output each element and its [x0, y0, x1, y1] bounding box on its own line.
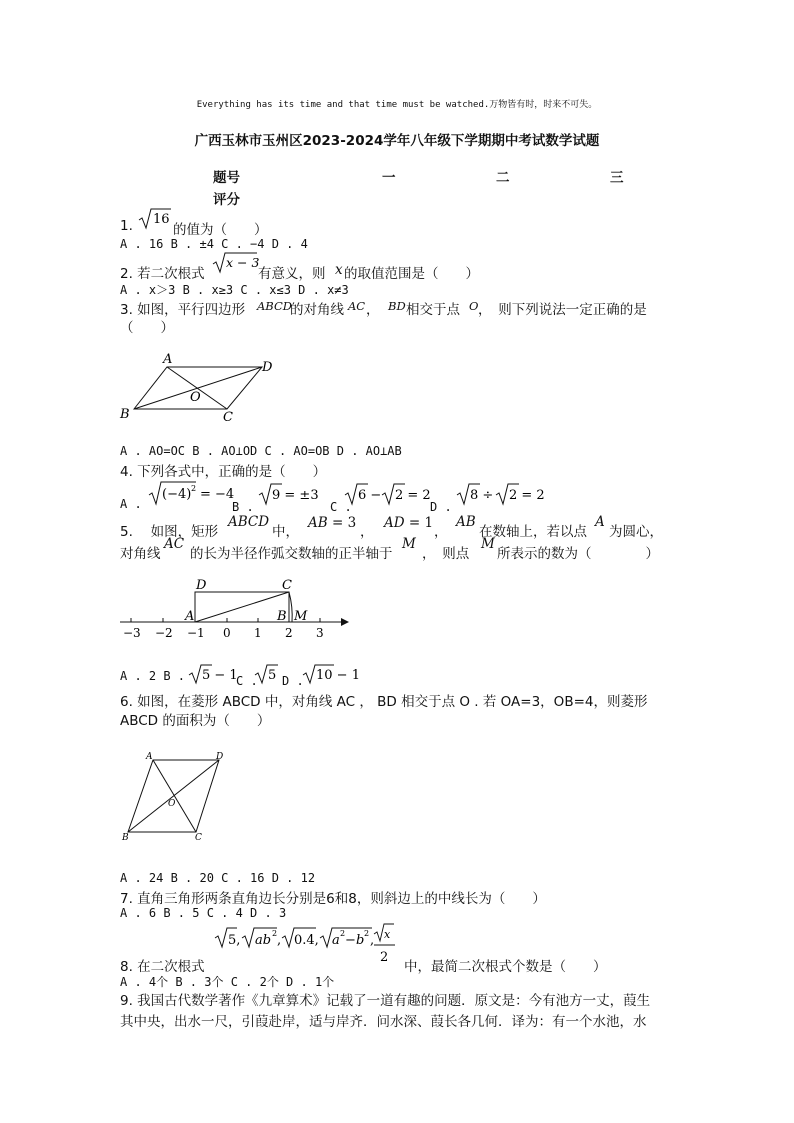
question-4-option-d-label: D .	[430, 500, 452, 514]
tick-label-1: 1	[254, 626, 262, 640]
vertex-label-a: A	[146, 752, 153, 762]
svg-text:2: 2	[364, 929, 370, 938]
svg-text:,: ,	[277, 933, 282, 948]
score-table-col-1: 一	[382, 170, 396, 186]
tick-label-neg2: −2	[155, 626, 173, 640]
question-4-stem: 4. 下列各式中，正确的是（ ）	[120, 464, 327, 480]
question-5-option-ab: A . 2 B .	[120, 669, 186, 683]
question-5-option-b-expr	[188, 662, 238, 686]
svg-text:2: 2	[272, 929, 278, 938]
question-2-radicand: x − 3	[226, 255, 260, 270]
question-5-stem-a: 5. 如图，矩形	[120, 524, 219, 540]
rect-label-d: D	[196, 578, 207, 593]
question-1-stem: 的值为（ ）	[173, 222, 268, 238]
question-6-stem-line-2: ABCD 的面积为（ ）	[120, 713, 271, 729]
question-5-comma: ，	[360, 524, 374, 540]
vertex-label-b: B	[122, 833, 129, 843]
svg-text:x: x	[384, 928, 391, 941]
question-5-option-c-label: C .	[236, 674, 258, 688]
question-5-stem-e: 为圆心，	[609, 524, 663, 540]
svg-text:b: b	[356, 933, 365, 948]
question-1-options: A . 16 B . ±4 C . −4 D . 4	[120, 237, 308, 251]
score-table-row-label-number: 题号	[213, 170, 240, 186]
vertex-label-b: B	[120, 407, 130, 422]
question-5-option-d-label: D .	[282, 674, 304, 688]
svg-text:= −4: = −4	[200, 487, 235, 502]
point-label-o: O	[190, 390, 201, 405]
question-2-stem-c: 的取值范围是（ ）	[344, 266, 479, 282]
question-5-ab: AB	[456, 514, 476, 530]
question-5-stem-c: ，	[434, 524, 448, 540]
question-5-figure-number-line	[115, 572, 355, 644]
question-6-stem-line-1: 6. 如图，在菱形 ABCD 中，对角线 AC ， BD 相交于点 O . 若 OA=3，OB=4，则菱形	[120, 694, 648, 710]
diagonal-ac	[195, 592, 289, 622]
svg-text:0.4,: 0.4,	[294, 933, 319, 948]
question-6-figure-rhombus	[116, 748, 232, 844]
question-4-option-c-expr	[344, 481, 431, 507]
svg-text:6 −: 6 −	[358, 488, 382, 503]
svg-text:2 = 2: 2 = 2	[509, 488, 545, 503]
question-5-ab-eq: AB = 3	[308, 515, 357, 531]
question-4-option-b-expr	[258, 481, 328, 507]
question-5-stem-i: 所表示的数为（ ）	[497, 546, 659, 562]
svg-text:2: 2	[380, 950, 389, 965]
diagonal-bd	[128, 760, 219, 832]
question-3-comma: ，	[366, 302, 380, 318]
question-5-m2: M	[481, 536, 495, 552]
svg-text:5 − 1: 5 − 1	[202, 668, 238, 683]
svg-text:9 = ±3: 9 = ±3	[272, 488, 319, 503]
question-5-stem-g: 的长为半径作弧交数轴的正半轴于	[190, 546, 393, 562]
question-5-point-a: A	[595, 514, 605, 530]
question-1-radicand: 16	[153, 212, 170, 227]
question-8-stem-a: 8. 在二次根式	[120, 959, 205, 975]
question-8-stem-b: 中，最简二次根式个数是（ ）	[404, 959, 607, 975]
question-5-option-c-expr	[254, 662, 280, 686]
tick-label-0: 0	[223, 626, 231, 640]
vertex-label-a: A	[163, 352, 173, 367]
rect-label-a: A	[185, 609, 195, 624]
svg-text:8 ÷: 8 ÷	[470, 488, 494, 503]
svg-text:2: 2	[340, 929, 346, 938]
question-3-abcd: ABCD	[257, 299, 292, 313]
question-4-option-b-label: B .	[232, 500, 254, 514]
point-label-m: M	[294, 609, 308, 624]
question-8-radical-list	[214, 923, 396, 967]
question-4-option-a-expr	[148, 479, 235, 507]
diagonal-ac	[153, 760, 196, 832]
question-7-stem: 7. 直角三角形两条直角边长分别是6和8，则斜边上的中线长为（ ）	[120, 891, 546, 907]
question-5-option-d-expr	[302, 662, 364, 686]
vertex-label-d: D	[262, 360, 273, 375]
question-5-ad-eq: AD = 1	[384, 515, 434, 531]
svg-text:2: 2	[191, 484, 197, 493]
tick-label-neg1: −1	[187, 626, 205, 640]
question-5-stem-h: ， 则点	[422, 546, 470, 562]
svg-text:,: ,	[370, 933, 375, 948]
question-3-o: O	[469, 299, 479, 313]
question-7-options: A . 6 B . 5 C . 4 D . 3	[120, 906, 287, 920]
exam-title: 广西玉林市玉州区2023-2024学年八年级下学期期中考试数学试题	[194, 133, 600, 149]
vertex-label-c: C	[223, 410, 233, 425]
svg-text:5,: 5,	[228, 933, 241, 948]
tick-label-2: 2	[285, 626, 293, 640]
question-9-line-1: 9. 我国古代数学著作《九章算术》记载了一道有趣的问题．原文是：今有池方一丈，葭生	[120, 993, 651, 1009]
header-motto: Everything has its time and that time must be watched.万物皆有时，时来不可失。	[196, 100, 598, 110]
question-2-sqrt	[211, 249, 259, 275]
question-3-bd: BD	[388, 299, 406, 313]
svg-text:a: a	[332, 933, 340, 948]
point-label-o: O	[168, 799, 176, 809]
question-1-sqrt	[137, 205, 173, 231]
question-3-stem-c: 相交于点	[406, 302, 460, 318]
question-4-option-a-label: A .	[120, 497, 142, 511]
number-line-arrow-icon	[341, 618, 349, 626]
rect-label-c: C	[282, 578, 292, 593]
svg-text:10 − 1: 10 − 1	[316, 668, 360, 683]
question-4-option-d-expr	[456, 481, 546, 507]
question-3-stem-d: ， 则下列说法一定正确的是	[478, 302, 647, 318]
question-3-options: A . AO=OC B . AO⊥OD C . AO=OB D . AO⊥AB	[120, 444, 402, 458]
question-2-stem-a: 2. 若二次根式	[120, 266, 205, 282]
question-2-var: x	[335, 262, 343, 278]
question-2-stem-b: 有意义，则	[258, 266, 326, 282]
question-1-number: 1.	[120, 218, 133, 234]
question-3-stem-b: 的对角线	[290, 302, 344, 318]
question-4-option-c-label: C .	[330, 500, 352, 514]
svg-text:(−4): (−4)	[162, 487, 192, 502]
question-2-options: A . x＞3 B . x≥3 C . x≤3 D . x≠3	[120, 283, 349, 297]
question-6-options: A . 24 B . 20 C . 16 D . 12	[120, 871, 316, 885]
question-5-stem-f: 对角线	[120, 546, 161, 562]
score-table-col-3: 三	[610, 170, 624, 186]
svg-text:−: −	[345, 933, 356, 948]
svg-text:2 = 2: 2 = 2	[395, 488, 431, 503]
question-5-stem-d: 在数轴上，若以点	[479, 524, 587, 540]
question-3-paren: （ ）	[120, 320, 174, 336]
question-5-ac: AC	[164, 536, 185, 552]
svg-text:5: 5	[268, 668, 277, 683]
tick-label-3: 3	[316, 626, 324, 640]
score-table-col-2: 二	[496, 170, 510, 186]
question-8-options: A . 4个 B . 3个 C . 2个 D . 1个	[120, 975, 335, 989]
score-table-row-label-score: 评分	[213, 192, 240, 208]
question-3-ac: AC	[348, 299, 366, 313]
vertex-label-c: C	[195, 833, 202, 843]
question-5-abcd: ABCD	[228, 514, 270, 530]
question-3-figure-parallelogram	[112, 345, 282, 425]
question-3-stem-a: 3. 如图，平行四边形	[120, 302, 246, 318]
tick-label-neg3: −3	[123, 626, 141, 640]
question-5-stem-b: 中，	[272, 524, 299, 540]
rect-label-b: B	[277, 609, 287, 624]
vertex-label-d: D	[216, 752, 224, 762]
svg-text:ab: ab	[255, 933, 272, 948]
question-9-line-2: 其中央，出水一尺，引葭赴岸，适与岸齐．问水深、葭长各几何．译为：有一个水池，水	[120, 1014, 647, 1030]
question-5-m: M	[402, 536, 416, 552]
